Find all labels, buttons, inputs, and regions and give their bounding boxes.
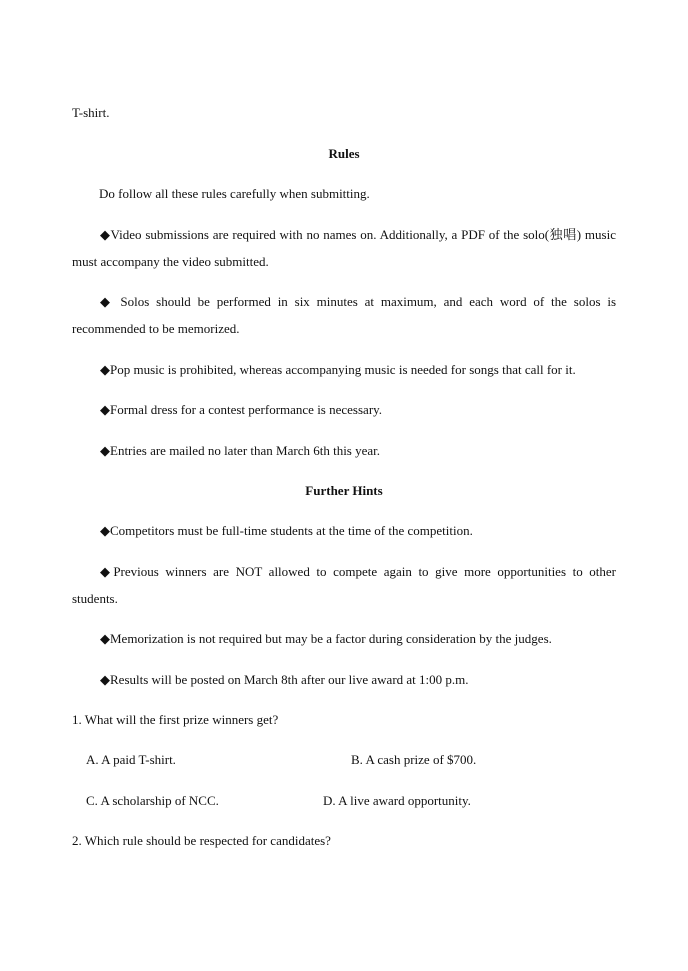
rule-item-video: ◆Video submissions are required with no names on. Additionally, a PDF of the solo(独唱) music must accompany the video submitted. [72, 227, 616, 269]
hints-heading: Further Hints [305, 483, 383, 498]
rules-heading: Rules [328, 146, 360, 161]
continuation-text: T-shirt. [72, 105, 110, 120]
question-1-option-c: C. A scholarship of NCC. [86, 793, 219, 808]
question-1-option-d: D. A live award opportunity. [323, 793, 471, 808]
hint-item-previous-winners: ◆Previous winners are NOT allowed to compete again to give more opportunities to other students. [72, 564, 616, 606]
rule-item-formal-dress: ◆Formal dress for a contest performance is necessary. [100, 402, 383, 417]
hint-item-competitors: ◆Competitors must be full-time students at the time of the competition. [100, 523, 473, 538]
hint-item-memorization: ◆Memorization is not required but may be a factor during consideration by the judges. [100, 631, 552, 646]
question-1-stem: 1. What will the first prize winners get? [72, 712, 279, 727]
rule-item-pop-music: ◆Pop music is prohibited, whereas accompanying music is needed for songs that call for it. [100, 362, 576, 377]
question-1-option-b: B. A cash prize of $700. [351, 752, 477, 767]
hint-item-results: ◆Results will be posted on March 8th after our live award at 1:00 p.m. [100, 672, 469, 687]
question-1-option-a: A. A paid T-shirt. [86, 752, 176, 767]
question-2-stem: 2. Which rule should be respected for candidates? [72, 833, 331, 848]
rules-intro: Do follow all these rules carefully when submitting. [99, 186, 370, 201]
rule-item-entries: ◆Entries are mailed no later than March 6th this year. [100, 443, 381, 458]
rule-item-solos: ◆ Solos should be performed in six minutes at maximum, and each word of the solos is recommended to be memorized. [72, 294, 616, 336]
